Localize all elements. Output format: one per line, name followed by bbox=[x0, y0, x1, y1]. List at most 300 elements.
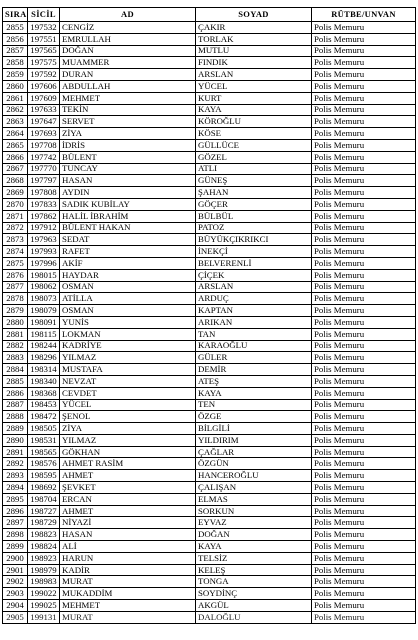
sicil-cell: 197551 bbox=[28, 33, 60, 45]
rutbe-cell: Polis Memuru bbox=[312, 611, 416, 623]
soyad-cell: DALOĞLU bbox=[196, 611, 312, 623]
soyad-cell: İNEKÇİ bbox=[196, 246, 312, 258]
soyad-cell: KAPTAN bbox=[196, 305, 312, 317]
sicil-cell: 198531 bbox=[28, 434, 60, 446]
sicil-cell: 198565 bbox=[28, 446, 60, 458]
sicil-cell: 197606 bbox=[28, 80, 60, 92]
soyad-cell: GÜNEŞ bbox=[196, 175, 312, 187]
sira-cell: 2902 bbox=[3, 576, 28, 588]
table-row bbox=[3, 175, 416, 187]
table-row bbox=[3, 222, 416, 234]
rutbe-cell: Polis Memuru bbox=[312, 423, 416, 435]
table-row bbox=[3, 482, 416, 494]
sira-cell: 2880 bbox=[3, 316, 28, 328]
ad-cell: HAYDAR bbox=[60, 269, 196, 281]
sira-cell: 2886 bbox=[3, 387, 28, 399]
soyad-cell: BÜLBÜL bbox=[196, 210, 312, 222]
soyad-cell: ÇAĞLAR bbox=[196, 446, 312, 458]
sicil-cell: 198983 bbox=[28, 576, 60, 588]
rutbe-cell: Polis Memuru bbox=[312, 222, 416, 234]
table-row bbox=[3, 33, 416, 45]
rutbe-cell: Polis Memuru bbox=[312, 600, 416, 612]
ad-cell: MEHMET bbox=[60, 92, 196, 104]
sira-cell: 2885 bbox=[3, 375, 28, 387]
sira-cell: 2884 bbox=[3, 364, 28, 376]
table-row bbox=[3, 305, 416, 317]
sicil-cell: 199131 bbox=[28, 611, 60, 623]
sicil-cell: 197742 bbox=[28, 151, 60, 163]
table-row bbox=[3, 210, 416, 222]
soyad-cell: KAYA bbox=[196, 541, 312, 553]
table-row bbox=[3, 187, 416, 199]
soyad-cell: KELEŞ bbox=[196, 564, 312, 576]
sira-cell: 2875 bbox=[3, 257, 28, 269]
sicil-cell: 198505 bbox=[28, 423, 60, 435]
sira-cell: 2892 bbox=[3, 458, 28, 470]
sicil-cell: 197833 bbox=[28, 198, 60, 210]
soyad-cell: KAYA bbox=[196, 104, 312, 116]
sira-cell: 2893 bbox=[3, 470, 28, 482]
rutbe-cell: Polis Memuru bbox=[312, 210, 416, 222]
soyad-cell: BİLGİLİ bbox=[196, 423, 312, 435]
soyad-cell: ÇAKIR bbox=[196, 22, 312, 34]
sira-cell: 2872 bbox=[3, 222, 28, 234]
sira-cell: 2903 bbox=[3, 588, 28, 600]
table-row bbox=[3, 22, 416, 34]
ad-cell: NİYAZİ bbox=[60, 517, 196, 529]
ad-cell: HASAN bbox=[60, 175, 196, 187]
ad-cell: HARUN bbox=[60, 552, 196, 564]
sicil-cell: 198979 bbox=[28, 564, 60, 576]
rutbe-cell: Polis Memuru bbox=[312, 293, 416, 305]
table-row bbox=[3, 588, 416, 600]
ad-cell: BÜLENT bbox=[60, 151, 196, 163]
ad-cell: AHMET bbox=[60, 505, 196, 517]
sira-cell: 2860 bbox=[3, 80, 28, 92]
rutbe-cell: Polis Memuru bbox=[312, 234, 416, 246]
ad-cell: ZİYA bbox=[60, 423, 196, 435]
ad-cell: RAFET bbox=[60, 246, 196, 258]
soyad-cell: TEN bbox=[196, 399, 312, 411]
sira-cell: 2859 bbox=[3, 69, 28, 81]
ad-cell: YILMAZ bbox=[60, 352, 196, 364]
table-header bbox=[3, 8, 416, 22]
ad-cell: SEDAT bbox=[60, 234, 196, 246]
rutbe-cell: Polis Memuru bbox=[312, 257, 416, 269]
soyad-cell: TELSİZ bbox=[196, 552, 312, 564]
sira-cell: 2905 bbox=[3, 611, 28, 623]
sira-cell: 2866 bbox=[3, 151, 28, 163]
rutbe-cell: Polis Memuru bbox=[312, 588, 416, 600]
table-row bbox=[3, 257, 416, 269]
sicil-cell: 197609 bbox=[28, 92, 60, 104]
soyad-cell: KÖROĞLU bbox=[196, 116, 312, 128]
table-row bbox=[3, 529, 416, 541]
sira-cell: 2887 bbox=[3, 399, 28, 411]
header-sicil: SİCİL bbox=[28, 8, 60, 22]
rutbe-cell: Polis Memuru bbox=[312, 458, 416, 470]
sira-cell: 2861 bbox=[3, 92, 28, 104]
sicil-cell: 197532 bbox=[28, 22, 60, 34]
table-row bbox=[3, 80, 416, 92]
rutbe-cell: Polis Memuru bbox=[312, 434, 416, 446]
soyad-cell: ÖZGÜN bbox=[196, 458, 312, 470]
table-row bbox=[3, 163, 416, 175]
soyad-cell: GÖÇER bbox=[196, 198, 312, 210]
soyad-cell: ATLI bbox=[196, 163, 312, 175]
soyad-cell: ÖZGE bbox=[196, 411, 312, 423]
sicil-cell: 197912 bbox=[28, 222, 60, 234]
ad-cell: ŞENOL bbox=[60, 411, 196, 423]
soyad-cell: KARAOĞLU bbox=[196, 340, 312, 352]
soyad-cell: TORLAK bbox=[196, 33, 312, 45]
sira-cell: 2871 bbox=[3, 210, 28, 222]
personnel-table bbox=[2, 7, 416, 624]
sicil-cell: 198595 bbox=[28, 470, 60, 482]
table-row bbox=[3, 246, 416, 258]
sicil-cell: 198704 bbox=[28, 493, 60, 505]
ad-cell: BÜLENT HAKAN bbox=[60, 222, 196, 234]
soyad-cell: HANCEROĞLU bbox=[196, 470, 312, 482]
table-row bbox=[3, 116, 416, 128]
sira-cell: 2869 bbox=[3, 187, 28, 199]
ad-cell: YILMAZ bbox=[60, 434, 196, 446]
table-row bbox=[3, 281, 416, 293]
header-sira: SIRA bbox=[3, 8, 28, 22]
rutbe-cell: Polis Memuru bbox=[312, 505, 416, 517]
sicil-cell: 198340 bbox=[28, 375, 60, 387]
sira-cell: 2870 bbox=[3, 198, 28, 210]
ad-cell: AHMET bbox=[60, 470, 196, 482]
rutbe-cell: Polis Memuru bbox=[312, 399, 416, 411]
sicil-cell: 198296 bbox=[28, 352, 60, 364]
soyad-cell: GÖZEL bbox=[196, 151, 312, 163]
ad-cell: ABDULLAH bbox=[60, 80, 196, 92]
table-row bbox=[3, 139, 416, 151]
ad-cell: ERCAN bbox=[60, 493, 196, 505]
sicil-cell: 198824 bbox=[28, 541, 60, 553]
table-row bbox=[3, 198, 416, 210]
sicil-cell: 198923 bbox=[28, 552, 60, 564]
sicil-cell: 198727 bbox=[28, 505, 60, 517]
table-row bbox=[3, 541, 416, 553]
sicil-cell: 199022 bbox=[28, 588, 60, 600]
sicil-cell: 198692 bbox=[28, 482, 60, 494]
ad-cell: ALİ bbox=[60, 541, 196, 553]
sira-cell: 2857 bbox=[3, 45, 28, 57]
soyad-cell: GÜLLÜCE bbox=[196, 139, 312, 151]
table-row bbox=[3, 399, 416, 411]
rutbe-cell: Polis Memuru bbox=[312, 69, 416, 81]
rutbe-cell: Polis Memuru bbox=[312, 33, 416, 45]
table-row bbox=[3, 423, 416, 435]
ad-cell: KADRİYE bbox=[60, 340, 196, 352]
ad-cell: ATİLLA bbox=[60, 293, 196, 305]
ad-cell: MUKADDİM bbox=[60, 588, 196, 600]
sira-cell: 2900 bbox=[3, 552, 28, 564]
ad-cell: SADIK KUBİLAY bbox=[60, 198, 196, 210]
soyad-cell: ARSLAN bbox=[196, 281, 312, 293]
rutbe-cell: Polis Memuru bbox=[312, 139, 416, 151]
sira-cell: 2904 bbox=[3, 600, 28, 612]
table-row bbox=[3, 470, 416, 482]
ad-cell: MEHMET bbox=[60, 600, 196, 612]
sicil-cell: 198073 bbox=[28, 293, 60, 305]
soyad-cell: AKGÜL bbox=[196, 600, 312, 612]
sicil-cell: 198823 bbox=[28, 529, 60, 541]
sira-cell: 2879 bbox=[3, 305, 28, 317]
rutbe-cell: Polis Memuru bbox=[312, 517, 416, 529]
ad-cell: OSMAN bbox=[60, 305, 196, 317]
ad-cell: MUSTAFA bbox=[60, 364, 196, 376]
ad-cell: AHMET RASİM bbox=[60, 458, 196, 470]
sicil-cell: 197633 bbox=[28, 104, 60, 116]
header-row bbox=[3, 8, 416, 22]
ad-cell: ZİYA bbox=[60, 128, 196, 140]
table-row bbox=[3, 375, 416, 387]
rutbe-cell: Polis Memuru bbox=[312, 80, 416, 92]
soyad-cell: ÇALIŞAN bbox=[196, 482, 312, 494]
sira-cell: 2855 bbox=[3, 22, 28, 34]
soyad-cell: ARIKAN bbox=[196, 316, 312, 328]
soyad-cell: TONGA bbox=[196, 576, 312, 588]
rutbe-cell: Polis Memuru bbox=[312, 305, 416, 317]
ad-cell: MURAT bbox=[60, 576, 196, 588]
sicil-cell: 197693 bbox=[28, 128, 60, 140]
sicil-cell: 198576 bbox=[28, 458, 60, 470]
sicil-cell: 198091 bbox=[28, 316, 60, 328]
sicil-cell: 198729 bbox=[28, 517, 60, 529]
sira-cell: 2858 bbox=[3, 57, 28, 69]
soyad-cell: BÜYÜKÇIKRIKCI bbox=[196, 234, 312, 246]
ad-cell: TUNCAY bbox=[60, 163, 196, 175]
ad-cell: NEVZAT bbox=[60, 375, 196, 387]
rutbe-cell: Polis Memuru bbox=[312, 187, 416, 199]
soyad-cell: KURT bbox=[196, 92, 312, 104]
ad-cell: AKİF bbox=[60, 257, 196, 269]
soyad-cell: KÖSE bbox=[196, 128, 312, 140]
soyad-cell: KAYA bbox=[196, 387, 312, 399]
table-row bbox=[3, 552, 416, 564]
soyad-cell: PATOZ bbox=[196, 222, 312, 234]
rutbe-cell: Polis Memuru bbox=[312, 175, 416, 187]
ad-cell: MURAT bbox=[60, 611, 196, 623]
sicil-cell: 197993 bbox=[28, 246, 60, 258]
sicil-cell: 198368 bbox=[28, 387, 60, 399]
sira-cell: 2868 bbox=[3, 175, 28, 187]
rutbe-cell: Polis Memuru bbox=[312, 316, 416, 328]
rutbe-cell: Polis Memuru bbox=[312, 541, 416, 553]
ad-cell: KADİR bbox=[60, 564, 196, 576]
sicil-cell: 197963 bbox=[28, 234, 60, 246]
sira-cell: 2890 bbox=[3, 434, 28, 446]
table-row bbox=[3, 316, 416, 328]
ad-cell: MUAMMER bbox=[60, 57, 196, 69]
soyad-cell: DOĞAN bbox=[196, 529, 312, 541]
sira-cell: 2882 bbox=[3, 340, 28, 352]
rutbe-cell: Polis Memuru bbox=[312, 411, 416, 423]
sira-cell: 2877 bbox=[3, 281, 28, 293]
rutbe-cell: Polis Memuru bbox=[312, 576, 416, 588]
table-row bbox=[3, 151, 416, 163]
soyad-cell: ARDUÇ bbox=[196, 293, 312, 305]
sira-cell: 2867 bbox=[3, 163, 28, 175]
sira-cell: 2888 bbox=[3, 411, 28, 423]
ad-cell: AYDIN bbox=[60, 187, 196, 199]
ad-cell: YUNİS bbox=[60, 316, 196, 328]
ad-cell: OSMAN bbox=[60, 281, 196, 293]
table-row bbox=[3, 104, 416, 116]
rutbe-cell: Polis Memuru bbox=[312, 375, 416, 387]
rutbe-cell: Polis Memuru bbox=[312, 529, 416, 541]
sira-cell: 2865 bbox=[3, 139, 28, 151]
rutbe-cell: Polis Memuru bbox=[312, 246, 416, 258]
rutbe-cell: Polis Memuru bbox=[312, 104, 416, 116]
table-row bbox=[3, 576, 416, 588]
sira-cell: 2878 bbox=[3, 293, 28, 305]
rutbe-cell: Polis Memuru bbox=[312, 128, 416, 140]
soyad-cell: ÇİÇEK bbox=[196, 269, 312, 281]
sicil-cell: 198015 bbox=[28, 269, 60, 281]
rutbe-cell: Polis Memuru bbox=[312, 340, 416, 352]
rutbe-cell: Polis Memuru bbox=[312, 92, 416, 104]
rutbe-cell: Polis Memuru bbox=[312, 116, 416, 128]
table-row bbox=[3, 234, 416, 246]
sira-cell: 2896 bbox=[3, 505, 28, 517]
sira-cell: 2881 bbox=[3, 328, 28, 340]
rutbe-cell: Polis Memuru bbox=[312, 493, 416, 505]
header-soyad: SOYAD bbox=[196, 8, 312, 22]
table-row bbox=[3, 411, 416, 423]
rutbe-cell: Polis Memuru bbox=[312, 22, 416, 34]
table-row bbox=[3, 505, 416, 517]
sira-cell: 2891 bbox=[3, 446, 28, 458]
sira-cell: 2874 bbox=[3, 246, 28, 258]
sira-cell: 2895 bbox=[3, 493, 28, 505]
table-row bbox=[3, 328, 416, 340]
sicil-cell: 197770 bbox=[28, 163, 60, 175]
sira-cell: 2901 bbox=[3, 564, 28, 576]
ad-cell: DOĞAN bbox=[60, 45, 196, 57]
table-row bbox=[3, 364, 416, 376]
table-row bbox=[3, 69, 416, 81]
rutbe-cell: Polis Memuru bbox=[312, 387, 416, 399]
sicil-cell: 198115 bbox=[28, 328, 60, 340]
sira-cell: 2864 bbox=[3, 128, 28, 140]
table-row bbox=[3, 92, 416, 104]
table-row bbox=[3, 387, 416, 399]
sicil-cell: 198472 bbox=[28, 411, 60, 423]
rutbe-cell: Polis Memuru bbox=[312, 552, 416, 564]
table-row bbox=[3, 352, 416, 364]
rutbe-cell: Polis Memuru bbox=[312, 564, 416, 576]
sicil-cell: 198079 bbox=[28, 305, 60, 317]
soyad-cell: EYVAZ bbox=[196, 517, 312, 529]
soyad-cell: DEMİR bbox=[196, 364, 312, 376]
table-row bbox=[3, 45, 416, 57]
soyad-cell: FINDIK bbox=[196, 57, 312, 69]
table-row bbox=[3, 564, 416, 576]
table-row bbox=[3, 269, 416, 281]
soyad-cell: ATEŞ bbox=[196, 375, 312, 387]
table-row bbox=[3, 458, 416, 470]
sicil-cell: 197592 bbox=[28, 69, 60, 81]
rutbe-cell: Polis Memuru bbox=[312, 57, 416, 69]
ad-cell: TEKİN bbox=[60, 104, 196, 116]
soyad-cell: SOYDİNÇ bbox=[196, 588, 312, 600]
sira-cell: 2889 bbox=[3, 423, 28, 435]
rutbe-cell: Polis Memuru bbox=[312, 281, 416, 293]
sicil-cell: 198062 bbox=[28, 281, 60, 293]
sicil-cell: 197575 bbox=[28, 57, 60, 69]
ad-cell: EMRULLAH bbox=[60, 33, 196, 45]
sira-cell: 2897 bbox=[3, 517, 28, 529]
rutbe-cell: Polis Memuru bbox=[312, 198, 416, 210]
ad-cell: YÜCEL bbox=[60, 399, 196, 411]
table-row bbox=[3, 600, 416, 612]
table-row bbox=[3, 293, 416, 305]
header-rutbe-unvan: RÜTBE/UNVAN bbox=[312, 8, 416, 22]
sicil-cell: 197808 bbox=[28, 187, 60, 199]
sira-cell: 2873 bbox=[3, 234, 28, 246]
soyad-cell: YILDIRIM bbox=[196, 434, 312, 446]
soyad-cell: TAN bbox=[196, 328, 312, 340]
header-ad: AD bbox=[60, 8, 196, 22]
table-row bbox=[3, 57, 416, 69]
rutbe-cell: Polis Memuru bbox=[312, 364, 416, 376]
sicil-cell: 197565 bbox=[28, 45, 60, 57]
ad-cell: GÖKHAN bbox=[60, 446, 196, 458]
soyad-cell: SORKUN bbox=[196, 505, 312, 517]
sira-cell: 2862 bbox=[3, 104, 28, 116]
table-body bbox=[3, 22, 416, 624]
ad-cell: LOKMAN bbox=[60, 328, 196, 340]
table-row bbox=[3, 434, 416, 446]
rutbe-cell: Polis Memuru bbox=[312, 163, 416, 175]
ad-cell: İDRİS bbox=[60, 139, 196, 151]
sira-cell: 2899 bbox=[3, 541, 28, 553]
rutbe-cell: Polis Memuru bbox=[312, 269, 416, 281]
table-row bbox=[3, 611, 416, 623]
sicil-cell: 199025 bbox=[28, 600, 60, 612]
rutbe-cell: Polis Memuru bbox=[312, 45, 416, 57]
soyad-cell: MUTLU bbox=[196, 45, 312, 57]
table-row bbox=[3, 340, 416, 352]
ad-cell: ŞEVKET bbox=[60, 482, 196, 494]
rutbe-cell: Polis Memuru bbox=[312, 328, 416, 340]
sicil-cell: 197647 bbox=[28, 116, 60, 128]
table-row bbox=[3, 128, 416, 140]
sicil-cell: 197797 bbox=[28, 175, 60, 187]
sicil-cell: 198314 bbox=[28, 364, 60, 376]
ad-cell: SERVET bbox=[60, 116, 196, 128]
ad-cell: DURAN bbox=[60, 69, 196, 81]
soyad-cell: ARSLAN bbox=[196, 69, 312, 81]
table-row bbox=[3, 446, 416, 458]
rutbe-cell: Polis Memuru bbox=[312, 470, 416, 482]
sicil-cell: 197996 bbox=[28, 257, 60, 269]
rutbe-cell: Polis Memuru bbox=[312, 352, 416, 364]
rutbe-cell: Polis Memuru bbox=[312, 446, 416, 458]
ad-cell: HASAN bbox=[60, 529, 196, 541]
sira-cell: 2863 bbox=[3, 116, 28, 128]
table-row bbox=[3, 493, 416, 505]
soyad-cell: GÜLER bbox=[196, 352, 312, 364]
sira-cell: 2856 bbox=[3, 33, 28, 45]
sira-cell: 2894 bbox=[3, 482, 28, 494]
ad-cell: HALİL İBRAHİM bbox=[60, 210, 196, 222]
sicil-cell: 197708 bbox=[28, 139, 60, 151]
